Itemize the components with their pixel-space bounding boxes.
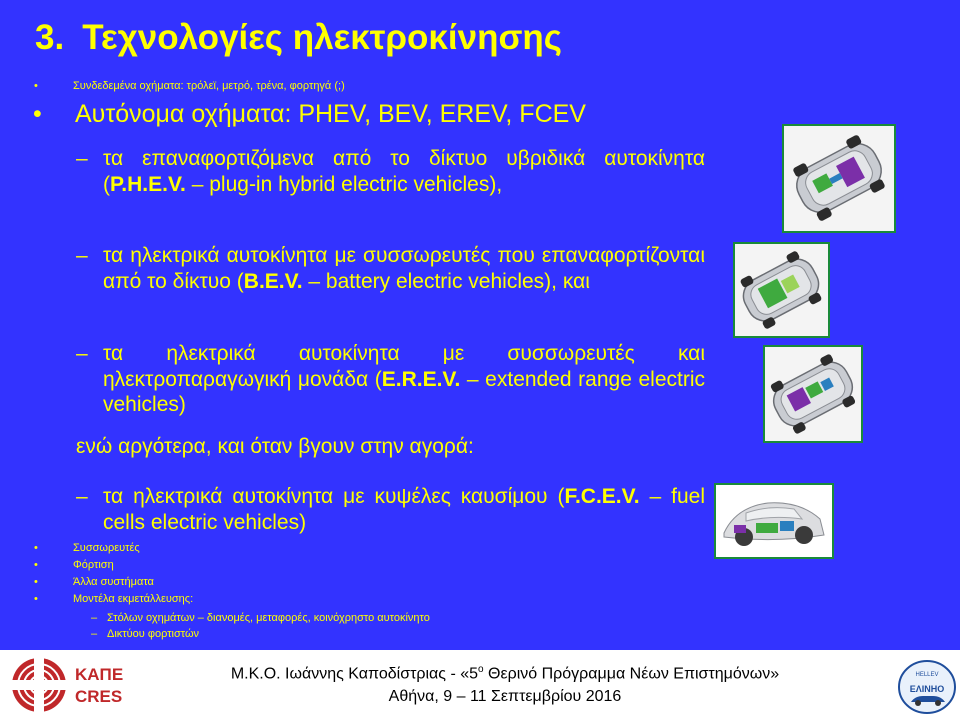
item-text-post: – extended range electric vehicles) [103,367,705,416]
sub-bullet-text: Δικτύου φορτιστών [107,628,200,640]
item-abbr: F.C.E.V. [564,485,640,508]
bev-car-image [733,242,830,338]
bullet-text: Συσσωρευτές [73,542,140,554]
bullet-dot: • [33,100,42,128]
bullet-text: Άλλα συστήματα [73,576,154,588]
item-text-post: – battery electric vehicles), και [302,269,590,293]
elinho-top-text: HELLEV [915,672,939,678]
bullet-business-models [34,593,194,605]
item-abbr: P.H.E.V. [110,172,186,196]
bullet-text: Φόρτιση [73,559,114,571]
bullet-dot: • [34,559,38,571]
car-chassis-icon [765,347,861,441]
bullet-connected-vehicles [34,80,345,92]
item-text-post: – fuel cells electric vehicles) [103,485,705,534]
bullet-dot: • [34,576,38,588]
elinho-car-icon [897,658,957,716]
bullet-charging [34,559,114,571]
later-text: ενώ αργότερα, και όταν βγουν στην αγορά: [76,435,474,458]
footer-line-1 [170,664,840,683]
car-cutaway-icon [716,485,832,557]
footer-line-2: Αθήνα, 9 – 11 Σεπτεμβρίου 2016 [388,688,622,705]
bullet-batteries [34,542,140,554]
car-chassis-icon [784,126,894,231]
dash: – [76,342,88,365]
title-text: Τεχνολογίες ηλεκτροκίνησης [82,18,562,57]
fcev-car-image [714,483,834,559]
dash: – [76,244,88,267]
item-fcev [76,484,705,535]
sub-bullet-text: Στόλων οχημάτων – διανομές, μεταφορές, κοινόχρηστο αυτοκίνητο [107,612,430,624]
item-abbr: B.E.V. [243,269,303,293]
bullet-autonomous-vehicles [33,100,586,129]
item-erev [76,341,705,418]
bullet-rest: : PHEV, BEV, EREV, FCEV [284,100,586,128]
bullet-label: Αυτόνομα οχήματα [75,100,285,128]
kape-cres-icon [10,656,68,714]
slide-title [35,18,562,58]
kape-logo [10,656,68,714]
dash: – [91,612,98,624]
bullet-dot: • [34,80,38,92]
bullet-text: Μοντέλα εκμετάλλευσης: [73,593,194,605]
item-abbr: E.R.E.V. [381,367,461,391]
phev-car-image [782,124,896,233]
bullet-text: Συνδεδεμένα οχήματα: τρόλεϊ, μετρό, τρένα, φορτηγά (;) [73,80,345,92]
elinho-logo [897,658,957,716]
bullet-dot: • [34,542,38,554]
sub-bullet-fleets [91,612,430,624]
kape-label: ΚΑΠΕ [75,665,124,684]
item-text-post: – plug-in hybrid electric vehicles), [185,172,503,196]
elinho-main-text: ΕΛΙΝΗΟ [909,684,945,694]
footer-line1-post: Θερινό Πρόγραμμα Νέων Επιστημόνων» [483,665,780,683]
erev-car-image [763,345,863,443]
item-text-pre: τα ηλεκτρικά αυτοκίνητα με συσσωρευτές που επαναφορτίζονται από το δίκτυο ( [103,244,705,293]
footer-line1-pre: Μ.Κ.Ο. Ιωάννης Καποδίστριας - «5 [230,665,479,683]
cres-label: CRES [75,687,123,706]
bullet-other-systems [34,576,154,588]
dash: – [91,628,98,640]
dash: – [76,485,88,508]
title-number: 3. [35,18,65,57]
sub-bullet-charger-network [91,628,200,640]
dash: – [76,147,88,170]
bullet-dot: • [34,593,38,605]
footer-line1-sup: ο [478,664,484,675]
item-bev [76,243,705,294]
car-chassis-icon [735,244,828,336]
kape-logo-text [75,664,123,708]
item-text-pre: τα ηλεκτρικά αυτοκίνητα με κυψέλες καυσίμου ( [103,485,565,508]
footer [0,650,960,720]
item-text-pre: τα ηλεκτρικά αυτοκίνητα με συσσωρευτές και ηλεκτροπαραγωγική μονάδα ( [103,342,705,391]
item-phev [76,146,705,197]
item-text-pre: τα επαναφορτιζόμενα από το δίκτυο υβριδικά αυτοκίνητα ( [103,147,705,196]
